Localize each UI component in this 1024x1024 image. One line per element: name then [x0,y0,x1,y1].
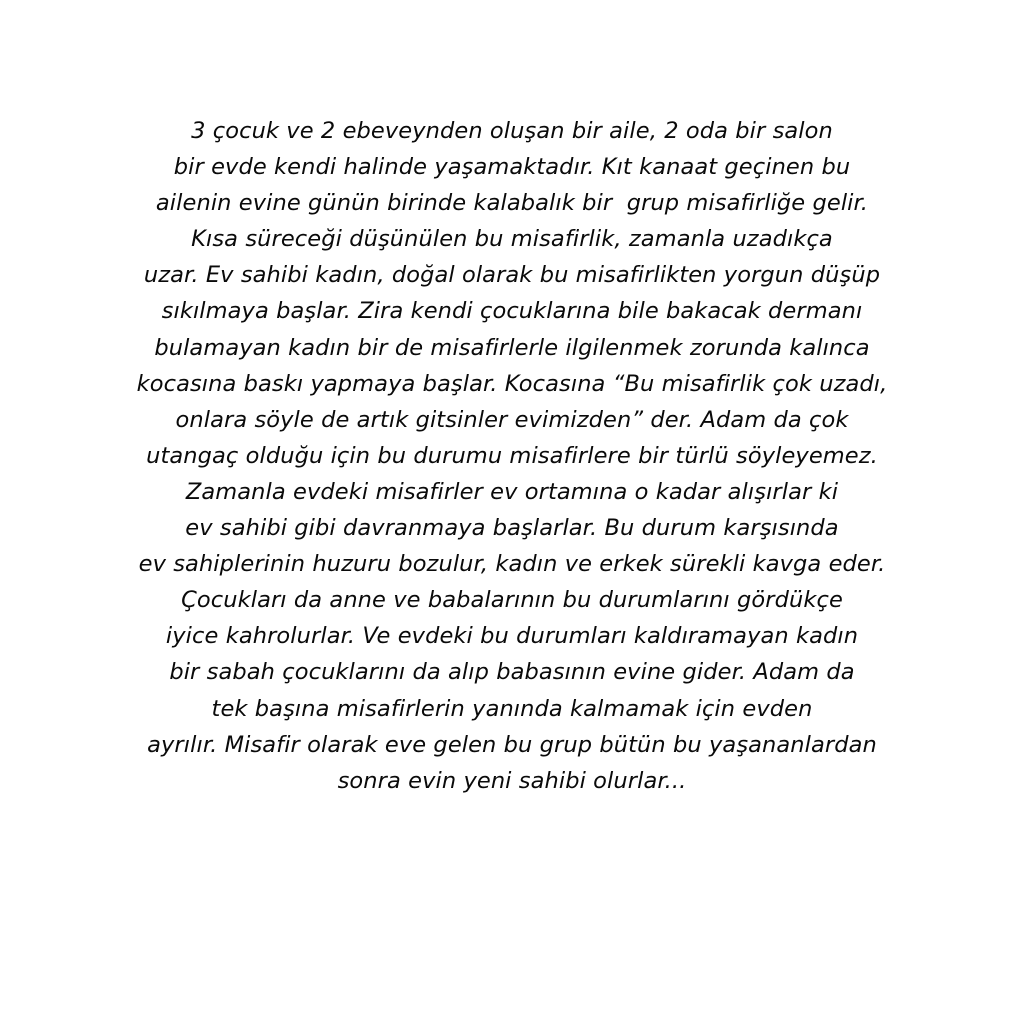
story-line: iyice kahrolurlar. Ve evdeki bu durumları kaldıramayan kadın [165,623,859,650]
story-line: ayrılır. Misafir olarak eve gelen bu grup bütün bu yaşananlardan [147,731,877,758]
story-line: Çocukları da anne ve babalarının bu durumlarını gördükçe [181,587,843,614]
story-line: uzar. Ev sahibi kadın, doğal olarak bu misafirlikten yorgun düşüp [143,262,881,289]
story-line: bir sabah çocuklarını da alıp babasının evine gider. Adam da [169,659,855,686]
story-line: sonra evin yeni sahibi olurlar... [337,767,687,794]
story-line: utangaç olduğu için bu durumu misafirlere bir türlü söyleyemez. [146,442,878,469]
story-line: Kısa süreceği düşünülen bu misafirlik, zamanla uzadıkça [191,226,833,253]
story-line: kocasına baskı yapmaya başlar. Kocasına “Bu misafirlik çok uzadı, [136,370,888,397]
story-line: Zamanla evdeki misafirler ev ortamına o kadar alışırlar ki [185,478,839,505]
story-line: tek başına misafirlerin yanında kalmamak için evden [211,695,813,722]
story-line: 3 çocuk ve 2 ebeveynden oluşan bir aile, 2 oda bir salon [191,118,833,144]
story-text [0,113,1024,799]
story-line: ailenin evine günün birinde kalabalık bir grup misafirliğe gelir. [155,190,869,217]
story-line: onlara söyle de artık gitsinler evimizden” der. Adam da çok [175,406,849,433]
story-line: bulamayan kadın bir de misafirlerle ilgilenmek zorunda kalınca [154,334,870,361]
story-line: bir evde kendi halinde yaşamaktadır. Kıt kanaat geçinen bu [173,154,851,181]
story-line: sıkılmaya başlar. Zira kendi çocuklarına bile bakacak dermanı [161,298,863,325]
story-line: ev sahiplerinin huzuru bozulur, kadın ve erkek sürekli kavga eder. [138,551,886,578]
story-line: ev sahibi gibi davranmaya başlarlar. Bu durum karşısında [185,515,839,542]
